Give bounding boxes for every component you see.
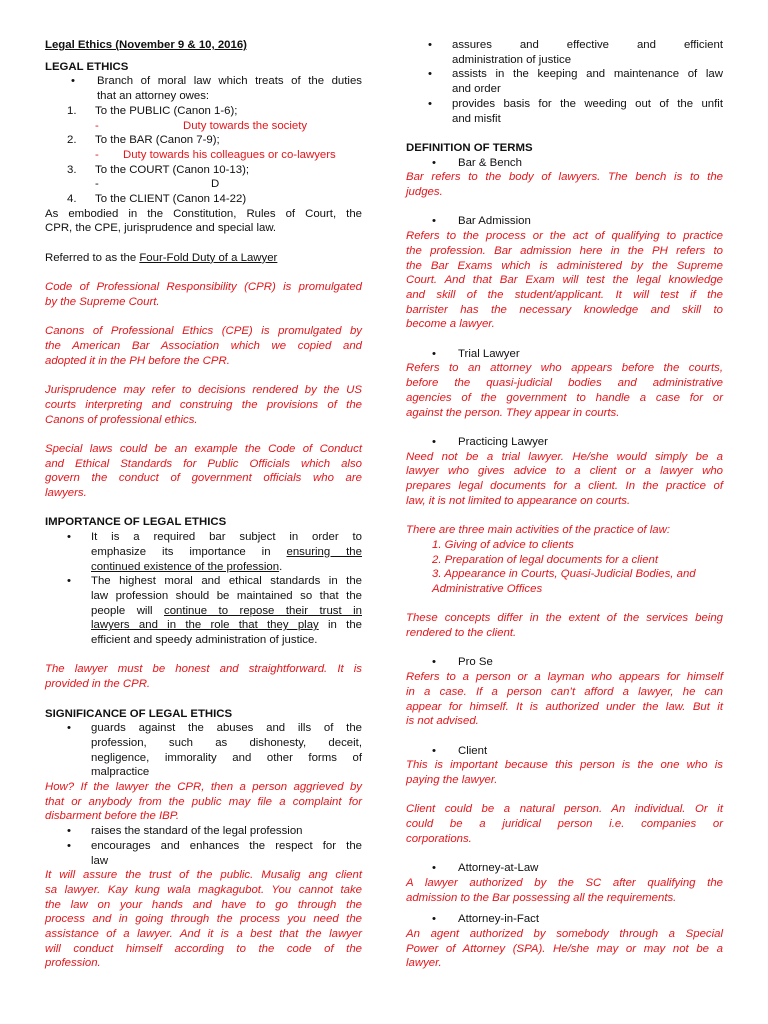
duty-note: Duty towards the society <box>183 119 308 132</box>
text-line: Client could be a natural person. An individual. Or it <box>406 803 723 816</box>
text-line: process and in going through the process you need the <box>45 913 362 926</box>
underlined-text: continue to repose their trust in <box>164 604 362 617</box>
heading-definition-of-terms: DEFINITION OF TERMS <box>406 141 533 154</box>
duty-note-row <box>45 177 362 192</box>
bullet-icon: • <box>432 862 436 875</box>
text-line: the profession. Bar admission here in the PH refers to <box>406 244 723 257</box>
significance-bullet <box>45 824 362 839</box>
text-line: negligence, immorality and other forms of <box>91 751 362 764</box>
activities-list <box>406 538 723 597</box>
text-line: the law on your hands and have to go through the <box>45 898 362 911</box>
text-line: become a lawyer. <box>406 318 495 331</box>
text-line: in a case. If a person can’t afford a lawyer, he can <box>406 685 723 698</box>
text-line: appear for himself. It is authorized under the law. But it <box>406 700 723 713</box>
term-item <box>406 214 723 229</box>
duty-note: D <box>211 178 220 191</box>
bullet-icon: • <box>67 839 71 852</box>
list-number: 3. <box>67 163 77 176</box>
text-line: corporations. <box>406 832 472 845</box>
term-label: Bar Admission <box>458 215 531 228</box>
text-line: Branch of moral law which treats of the duties <box>97 75 362 88</box>
document-title: Legal Ethics (November 9 & 10, 2016) <box>45 39 247 51</box>
text-line: Refers to a person or a layman who appears for himself <box>406 671 723 684</box>
significance-bullet <box>45 839 362 868</box>
text-line: sa lawyer. Kay kung wala magkagubot. You cannot take <box>45 883 362 896</box>
bullet-icon: • <box>432 744 436 757</box>
text-line: Code of Professional Responsibility (CPR) is promulgated <box>45 281 362 294</box>
list-number: 4. <box>67 193 77 206</box>
text-line: admission to the Bar possessing all the requirements. <box>406 891 677 904</box>
text-line: paying the lawyer. <box>406 774 498 787</box>
text-line: It is a required bar subject in order to <box>91 531 362 544</box>
text-line: judges. <box>406 186 443 199</box>
bullet-icon: • <box>71 75 75 88</box>
term-item <box>406 744 723 759</box>
text-line: before the quasi-judicial bodies and administrative <box>406 377 723 390</box>
duty-item <box>45 163 362 178</box>
heading-legal-ethics: LEGAL ETHICS <box>45 60 129 73</box>
text-line: It will assure the trust of the public. Musalig ang client <box>45 869 362 882</box>
bullet-icon: • <box>428 97 432 110</box>
text-line: Special laws could be an example the Code of Conduct <box>45 442 362 455</box>
text-line: against the person. They appear in courts. <box>406 406 620 419</box>
significance-bullet <box>406 97 723 126</box>
term-item <box>406 655 723 670</box>
text-line: agencies of the government to handle a case for or <box>406 391 723 404</box>
text-line: the American Bar Association which we copied and <box>45 340 362 353</box>
right-column <box>406 38 723 971</box>
duty-label: To the CLIENT (Canon 14-22) <box>95 193 247 206</box>
dash-icon: - <box>95 119 99 132</box>
dash-icon: - <box>95 148 99 161</box>
text-line: Canons of Professional Ethics (CPE) is promulgated by <box>45 325 362 338</box>
list-item: Administrative Offices <box>432 582 543 595</box>
duty-note-row <box>45 119 362 134</box>
text-line: administration of justice <box>452 53 572 66</box>
text-line: that or anybody from the public may file a complaint for <box>45 795 362 808</box>
heading-significance: SIGNIFICANCE OF LEGAL ETHICS <box>45 707 233 720</box>
bullet-icon: • <box>428 68 432 81</box>
text-line: profession, such as dishonesty, deceit, <box>91 736 362 749</box>
bullet-icon: • <box>432 913 436 926</box>
text-line: could be a juridical person i.e. companies or <box>406 818 723 831</box>
bullet-icon: • <box>67 531 71 544</box>
text-line: law, it is not limited to appearance on courts. <box>406 494 631 507</box>
text-line: is not advised. <box>406 715 479 728</box>
term-label: Attorney-in-Fact <box>458 913 540 926</box>
text-line: law profession should be maintained so that the <box>91 589 362 602</box>
bullet-icon: • <box>67 825 71 838</box>
text-line: Jurisprudence may refer to decisions rendered by the US <box>45 384 362 397</box>
bullet-icon: • <box>67 722 71 735</box>
text-line: An agent authorized by somebody through a Special <box>406 928 723 941</box>
text-line: disbarment before the IBP. <box>45 810 180 823</box>
text-line: efficient and speedy administration of justice. <box>91 634 318 647</box>
text-line: malpractice <box>91 766 150 779</box>
term-item <box>406 861 723 876</box>
text-line: As embodied in the Constitution, Rules of Court, the <box>45 207 362 220</box>
text-span: . <box>279 560 283 573</box>
text-line: prepares legal documents for a client. In the practice of <box>406 480 723 493</box>
term-label: Client <box>458 744 488 757</box>
text-line: profession. <box>45 957 101 970</box>
text-line: and misfit <box>452 112 501 125</box>
text-line: rendered to the client. <box>406 627 517 640</box>
text-line: encourages and enhances the respect for the <box>91 839 362 852</box>
term-label: Practicing Lawyer <box>458 435 548 448</box>
duty-label: To the PUBLIC (Canon 1-6); <box>95 104 238 117</box>
text-line: and skill of the student/applicant. It will test if the <box>406 288 723 301</box>
text-line: guards against the abuses and ills of the <box>91 722 362 735</box>
underlined-text: Four-Fold Duty of a Lawyer <box>139 251 278 264</box>
bullet-icon: • <box>432 156 436 169</box>
text-line: will conduct himself according to the code of the <box>45 942 362 955</box>
text-line: Bar refers to the body of lawyers. The bench is to the <box>406 171 723 184</box>
bullet-icon: • <box>428 39 432 51</box>
term-item <box>406 435 723 450</box>
text-line: that an attorney owes: <box>97 90 210 103</box>
text-line: The lawyer must be honest and straightforward. It is <box>45 663 362 676</box>
text-line: assures and effective and efficient <box>452 39 723 51</box>
list-item: 1. Giving of advice to clients <box>432 538 574 551</box>
intro-bullet <box>45 74 362 103</box>
text-line: How? If the lawyer the CPR, then a person aggrieved by <box>45 781 362 794</box>
text-line: adopted it in the PH before the CPR. <box>45 354 230 367</box>
text-span: in the <box>318 619 363 632</box>
text-span: Referred to as the <box>45 251 140 264</box>
underlined-text: ensuring the <box>286 545 362 558</box>
duty-label: To the BAR (Canon 7-9); <box>95 134 220 147</box>
importance-bullet <box>45 574 362 648</box>
text-line: These concepts differ in the extent of the services being <box>406 612 723 625</box>
text-span: emphasize its importance in <box>91 545 287 558</box>
text-line: CPR, the CPE, jurisprudence and special law. <box>45 222 277 235</box>
text-line: The highest moral and ethical standards in the <box>91 575 362 588</box>
text-line: A lawyer authorized by the SC after qualifying the <box>406 876 723 889</box>
text-line: law <box>91 854 109 867</box>
heading-importance: IMPORTANCE OF LEGAL ETHICS <box>45 516 227 529</box>
duty-note: Duty towards his colleagues or co-lawyers <box>123 148 336 161</box>
duty-item <box>45 104 362 119</box>
text-line: govern the conduct of government officials who are <box>45 472 362 485</box>
text-line: Court. And that Bar Exam will test the legal knowledge <box>406 274 723 287</box>
left-column <box>45 38 362 971</box>
text-line: the Bar Exams which is administered by the Supreme <box>406 259 723 272</box>
text-line: lawyer. <box>406 957 442 970</box>
text-line: courts interpreting and construing the provisions of the <box>45 398 362 411</box>
four-fold-line <box>45 251 362 266</box>
text-line: lawyer who gives advice to a client or a lawyer who <box>406 465 723 478</box>
bullet-icon: • <box>432 215 436 228</box>
bullet-icon: • <box>67 575 71 588</box>
text-line: assistance of a lawyer. And it is a best that the lawyer <box>45 928 362 941</box>
duty-label: To the COURT (Canon 10-13); <box>95 163 250 176</box>
underlined-text: lawyers and in the role that they play <box>91 619 319 632</box>
bullet-icon: • <box>432 435 436 448</box>
significance-bullet <box>406 38 723 67</box>
term-item <box>406 347 723 362</box>
text-line: lawyers. <box>45 487 87 500</box>
dash-icon: - <box>95 178 99 191</box>
term-label: Bar & Bench <box>458 156 522 169</box>
text-line: barrister has the necessary knowledge and skill to <box>406 303 723 316</box>
term-label: Trial Lawyer <box>458 347 520 360</box>
text-line: There are three main activities of the practice of law: <box>406 524 671 537</box>
duty-item <box>45 192 362 207</box>
duty-item <box>45 133 362 148</box>
list-item: 2. Preparation of legal documents for a client <box>432 553 659 566</box>
list-item: 3. Appearance in Courts, Quasi-Judicial Bodies, and <box>432 568 696 581</box>
text-line: Refers to an attorney who appears before the courts, <box>406 362 723 375</box>
text-line: Power of Attorney (SPA). He/she may or may not be a <box>406 942 723 955</box>
text-line: provides basis for the weeding out of the unfit <box>452 97 723 110</box>
list-number: 2. <box>67 134 77 147</box>
term-item <box>406 156 723 171</box>
underlined-text: continued existence of the profession <box>91 560 280 573</box>
bullet-icon: • <box>432 656 436 669</box>
text-line: Canons of professional ethics. <box>45 413 198 426</box>
text-line: and Ethical Standards for Public Officials which also <box>45 457 362 470</box>
text-line: Refers to the process or the act of qualifying to practice <box>406 230 723 243</box>
text-line: This is important because this person is the one who is <box>406 759 723 772</box>
term-item <box>406 912 723 927</box>
importance-bullet <box>45 530 362 574</box>
text-line: Need not be a trial lawyer. He/she would simply be a <box>406 450 723 463</box>
duty-note-row <box>45 148 362 163</box>
list-number: 1. <box>67 104 77 117</box>
text-line: provided in the CPR. <box>45 678 151 691</box>
text-span: people will <box>91 604 164 617</box>
text-line: raises the standard of the legal profession <box>91 825 303 838</box>
significance-bullet <box>406 67 723 96</box>
significance-bullet <box>45 721 362 780</box>
bullet-icon: • <box>432 347 436 360</box>
term-label: Pro Se <box>458 656 493 669</box>
text-line: by the Supreme Court. <box>45 295 160 308</box>
text-line: and order <box>452 83 501 96</box>
text-line: assists in the keeping and maintenance of law <box>452 68 723 81</box>
term-label: Attorney-at-Law <box>458 862 539 875</box>
